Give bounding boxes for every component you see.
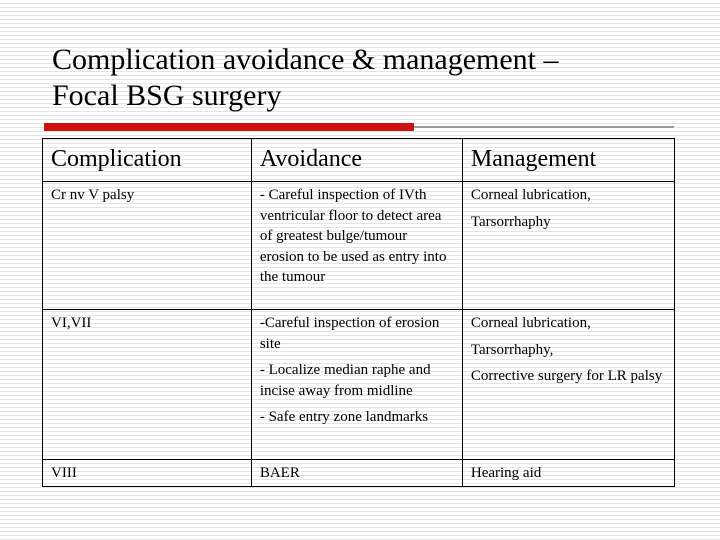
avoidance-item: - Careful inspection of IVth ventricular floor to detect area of greatest bulge/tumour erosion to be used as entry into the tumour (259, 187, 447, 285)
table-row (43, 460, 675, 487)
cell-avoidance (251, 310, 462, 460)
cell-complication: VIII (43, 460, 252, 487)
title-underline-red (44, 123, 414, 131)
management-item: Tarsorrhaphy, (470, 341, 554, 358)
cell-management: Hearing aid (462, 460, 674, 487)
avoidance-item: - Safe entry zone landmarks (259, 409, 429, 425)
cell-management (462, 182, 674, 310)
management-item: Corneal lubrication, (470, 315, 591, 331)
management-item: Tarsorrhaphy (470, 213, 551, 230)
slide-title (52, 42, 692, 114)
cell-management (462, 310, 674, 460)
table-row (43, 182, 675, 310)
cell-complication: VI,VII (43, 310, 252, 460)
table-header-row (43, 139, 675, 182)
table-row (43, 310, 675, 460)
header-management: Management (462, 139, 674, 182)
avoidance-item: -Careful inspection of erosion site (259, 315, 440, 352)
complication-table (42, 138, 675, 487)
header-complication: Complication (43, 139, 252, 182)
cell-complication: Cr nv V palsy (43, 182, 252, 310)
management-item: Corneal lubrication, (470, 187, 591, 203)
avoidance-item: - Localize median raphe and incise away from midline (259, 362, 431, 399)
cell-avoidance (251, 182, 462, 310)
cell-avoidance: BAER (251, 460, 462, 487)
header-avoidance: Avoidance (251, 139, 462, 182)
management-item: Corrective surgery for LR palsy (470, 368, 663, 384)
slide-title-line-2: Focal BSG surgery (52, 79, 282, 112)
slide-title-line-1: Complication avoidance & management – (52, 43, 559, 76)
title-underline-gray (414, 126, 674, 128)
